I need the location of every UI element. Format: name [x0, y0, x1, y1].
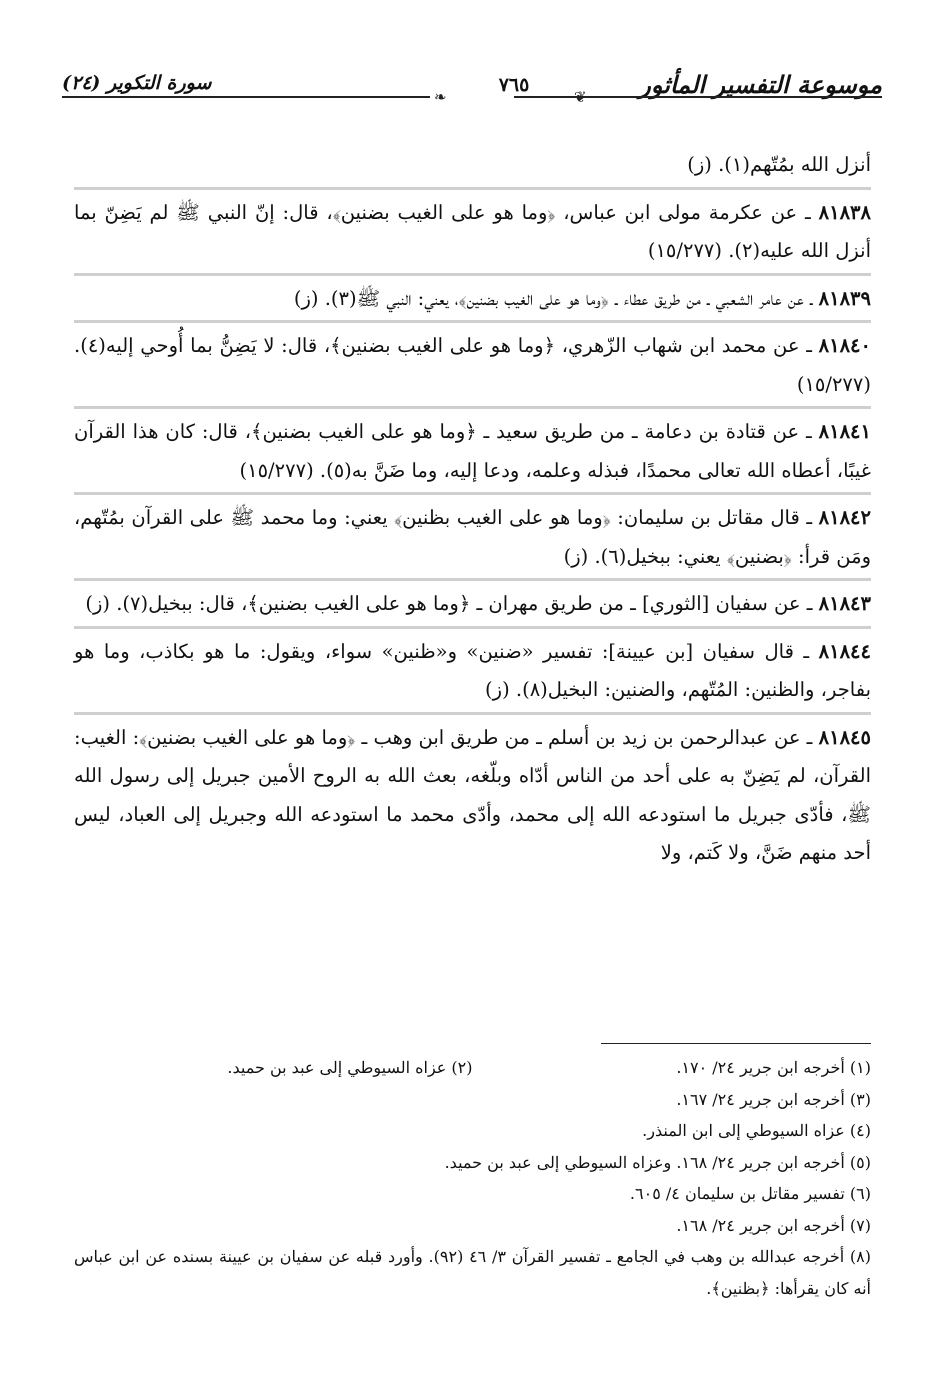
- narration-paragraph: [74, 578, 871, 624]
- narration-number: ٨١٨٤٠: [818, 334, 872, 357]
- header-rule-right: [514, 96, 882, 98]
- book-title: موسوعة التفسير المأثور: [639, 70, 882, 99]
- paragraph-text: ـ عن قتادة بن دعامة ـ من طريق سعيد ـ ﴿وما هو على الغيب بضنين﴾، قال: كان هذا القرآن غيبًا، أعطاه الله تعالى محمدًا، فبذله وعلمه، ودعا إليه، وما ضَنَّ به(٥). (١٥/٢٧٧): [74, 420, 871, 482]
- narration-number: ٨١٨٤٤: [818, 639, 871, 663]
- footnote-3: (٣) أخرجه ابن جرير ٢٤/ ١٦٧.: [676, 1089, 871, 1109]
- surah-title: سورة التكوير (٢٤): [62, 72, 212, 94]
- narration-number: ٨١٨٤٥: [818, 725, 871, 749]
- footnote-row: [74, 1052, 871, 1084]
- narration-paragraph: [74, 320, 871, 404]
- footnote-rule: [601, 1043, 871, 1044]
- footnote-8: (٨) أخرجه عبدالله بن وهب في الجامع ـ تفسير القرآن ٣/ ٤٦ (٩٢). وأورد قبله عن سفيان بن عيينة بسنده عن ابن عباس أنه كان يقرأها: ﴿بظنين﴾.: [74, 1247, 872, 1298]
- paragraph-continuation: [74, 146, 871, 185]
- footnote-1: (١) أخرجه ابن جرير ٢٤/ ١٧٠.: [676, 1058, 871, 1077]
- narration-number: ٨١٨٣٩: [818, 286, 871, 310]
- footnote-5: (٥) أخرجه ابن جرير ٢٤/ ١٦٨. وعزاه السيوطي إلى عبد بن حميد.: [444, 1152, 871, 1172]
- paragraph-text: أنزل الله بمُتّهم(١). (ز): [687, 153, 871, 176]
- paragraph-text: ـ عن عبدالرحمن بن زيد بن أسلم ـ من طريق ابن وهب ـ ﴿وما هو على الغيب بضنين﴾: الغيب: القرآن، لم يَضِنّ به على أحد من الناس أدّاه وبلّغه، بعث الله به الروح الأمين جبريل إلى رسول الله ﷺ، فأدّى جبريل ما استودعه الله إلى محمد، وأدّى محمد ما استودعه الله وجبريل إلى العباد، ليس أحد منهم ضَنَّ، ولا كَتم، ولا: [74, 725, 871, 864]
- main-text: [74, 146, 871, 875]
- paragraph-text: ـ عن عامر الشعبي ـ من طريق عطاء ـ ﴿وما هو على الغيب بضنين﴾، يعني: النبي ﷺ(٣). (ز): [293, 286, 813, 310]
- header-rule-left: [62, 96, 430, 98]
- footnote-4: (٤) عزاه السيوطي إلى ابن المنذر.: [642, 1121, 871, 1140]
- footnotes: [74, 1052, 871, 1304]
- footnote-6: (٦) تفسير مقاتل بن سليمان ٤/ ٦٠٥.: [629, 1184, 871, 1203]
- narration-paragraph: [74, 273, 871, 319]
- narration-paragraph: [74, 712, 871, 873]
- narration-paragraph: [74, 626, 871, 710]
- ornament-icon: ❦: [574, 88, 587, 106]
- ornament-icon: ❧: [434, 88, 447, 106]
- footnote-7: (٧) أخرجه ابن جرير ٢٤/ ١٦٨.: [676, 1215, 871, 1235]
- running-header: [62, 66, 882, 106]
- paragraph-text: ـ قال سفيان [بن عيينة]: تفسير «ضنين» و«ظنين» سواء، ويقول: ما هو بكاذب، وما هو بفاجر، والظنين: المُتّهم، والضنين: البخيل(٨). (ز): [74, 639, 871, 701]
- narration-paragraph: [74, 492, 871, 576]
- paragraph-text: ـ عن محمد ابن شهاب الزّهري، ﴿وما هو على الغيب بضنين﴾، قال: لا يَضِنُّ بما أُوحي إليه(٤). (١٥/٢٧٧): [74, 334, 871, 396]
- page-number: ٧٦٥: [498, 74, 530, 96]
- narration-number: ٨١٨٣٨: [818, 200, 871, 224]
- paragraph-text: ـ عن عكرمة مولى ابن عباس، ﴿وما هو على الغيب بضنين﴾، قال: إنّ النبي ﷺ لم يَضِنّ بما أنزل الله عليه(٢). (١٥/٢٧٧): [74, 200, 871, 262]
- paragraph-text: ـ عن سفيان [الثوري] ـ من طريق مهران ـ ﴿وما هو على الغيب بضنين﴾، قال: ببخيل(٧). (ز): [85, 592, 813, 615]
- narration-paragraph: [74, 187, 871, 271]
- narration-number: ٨١٨٤٢: [818, 506, 871, 529]
- footnote-2: (٢) عزاه السيوطي إلى عبد بن حميد.: [227, 1058, 473, 1077]
- paragraph-text: ـ قال مقاتل بن سليمان: ﴿وما هو على الغيب بظنين﴾ يعني: وما محمد ﷺ على القرآن بمُتّهم، ومَن قرأ: ﴿بضنين﴾ يعني: ببخيل(٦). (ز): [74, 506, 871, 568]
- narration-paragraph: [74, 406, 871, 490]
- narration-number: ٨١٨٤١: [818, 420, 871, 443]
- narration-number: ٨١٨٤٣: [818, 592, 871, 615]
